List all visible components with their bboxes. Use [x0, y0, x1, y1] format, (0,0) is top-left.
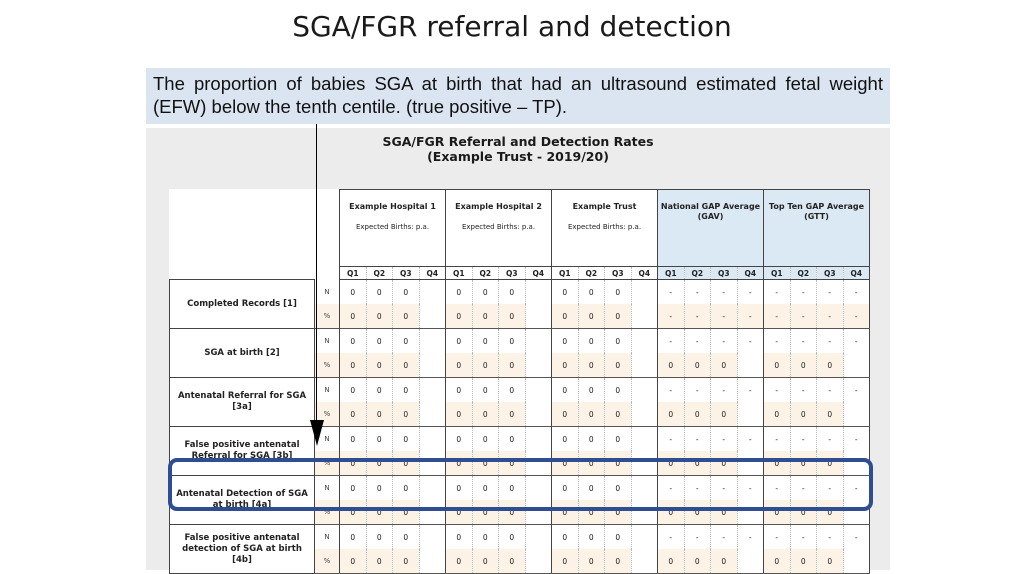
cell-pct: 0 [499, 451, 526, 476]
cell-n: 0 [393, 378, 420, 403]
cell-pct: 0 [578, 549, 605, 574]
cell-n: - [737, 280, 764, 305]
cell-n: - [711, 280, 738, 305]
cell-n: 0 [552, 280, 579, 305]
cell-pct: 0 [578, 353, 605, 378]
cell-pct: 0 [790, 549, 817, 574]
pointer-line [316, 124, 317, 426]
cell-n: - [790, 476, 817, 501]
row-label: False positive antenatal detection of SGA at birth [4b] [170, 525, 315, 574]
cell-n: 0 [393, 427, 420, 452]
cell-n: 0 [340, 280, 367, 305]
cell-pct: 0 [472, 500, 499, 525]
cell-n: - [817, 427, 844, 452]
header-corner [170, 190, 340, 267]
quarter-header: Q1 [764, 267, 791, 280]
cell-n: 0 [552, 525, 579, 550]
cell-pct: 0 [472, 304, 499, 329]
cell-pct: 0 [817, 500, 844, 525]
cell-n: 0 [499, 378, 526, 403]
cell-pct: 0 [340, 402, 367, 427]
cell-n: 0 [446, 378, 473, 403]
cell-n: - [817, 329, 844, 354]
cell-pct: 0 [552, 451, 579, 476]
cell-pct: - [658, 304, 685, 329]
cell-n: 0 [499, 280, 526, 305]
quarter-header: Q1 [340, 267, 367, 280]
cell-n: 0 [393, 525, 420, 550]
quarter-header: Q2 [366, 267, 393, 280]
cell-n: 0 [552, 378, 579, 403]
cell-n: 0 [446, 329, 473, 354]
row-label: Completed Records [1] [170, 280, 315, 329]
cell-pct: 0 [817, 549, 844, 574]
quarter-header: Q3 [817, 267, 844, 280]
cell-pct [737, 353, 764, 378]
cell-pct: 0 [790, 500, 817, 525]
cell-pct: 0 [340, 353, 367, 378]
cell-n: - [764, 378, 791, 403]
cell-n [419, 329, 446, 354]
cell-n [631, 329, 658, 354]
group-header [658, 190, 764, 267]
cell-n: - [684, 280, 711, 305]
quarter-header: Q2 [578, 267, 605, 280]
cell-n: - [658, 329, 685, 354]
cell-pct: 0 [658, 549, 685, 574]
cell-n: 0 [472, 378, 499, 403]
row-pct-marker: % [315, 500, 340, 525]
cell-pct [843, 402, 870, 427]
row-n-marker: N [315, 329, 340, 354]
cell-n: 0 [446, 476, 473, 501]
cell-n [419, 378, 446, 403]
cell-n: 0 [578, 427, 605, 452]
cell-pct: - [764, 304, 791, 329]
rates-table [169, 189, 870, 574]
row-pct-marker: % [315, 304, 340, 329]
cell-n: - [711, 476, 738, 501]
cell-pct: 0 [711, 451, 738, 476]
cell-pct [631, 353, 658, 378]
cell-pct: 0 [605, 451, 632, 476]
cell-n: - [790, 329, 817, 354]
quarter-header: Q3 [499, 267, 526, 280]
cell-pct [737, 402, 764, 427]
cell-pct: 0 [764, 451, 791, 476]
quarter-corner [170, 267, 340, 280]
cell-n: - [790, 378, 817, 403]
group-header [552, 190, 658, 267]
quarter-header: Q4 [419, 267, 446, 280]
cell-pct: 0 [446, 549, 473, 574]
cell-n: 0 [499, 329, 526, 354]
cell-pct: 0 [790, 451, 817, 476]
cell-pct: 0 [658, 451, 685, 476]
group-header [764, 190, 870, 267]
cell-pct: - [737, 304, 764, 329]
cell-n: - [711, 427, 738, 452]
cell-pct: 0 [340, 304, 367, 329]
cell-pct: 0 [658, 500, 685, 525]
cell-n: - [843, 427, 870, 452]
cell-n: - [843, 378, 870, 403]
cell-pct: 0 [366, 304, 393, 329]
cell-n: - [658, 378, 685, 403]
quarter-header: Q1 [658, 267, 685, 280]
quarter-header: Q4 [631, 267, 658, 280]
cell-pct: 0 [578, 500, 605, 525]
cell-n: 0 [605, 525, 632, 550]
cell-n: - [817, 525, 844, 550]
cell-n: 0 [605, 476, 632, 501]
cell-pct: - [711, 304, 738, 329]
cell-pct: 0 [552, 353, 579, 378]
cell-n: 0 [340, 329, 367, 354]
quarter-header: Q1 [552, 267, 579, 280]
cell-n [631, 378, 658, 403]
cell-n: - [764, 329, 791, 354]
cell-pct: 0 [764, 500, 791, 525]
cell-pct: 0 [552, 402, 579, 427]
cell-n [631, 427, 658, 452]
quarter-header: Q2 [684, 267, 711, 280]
cell-pct: 0 [684, 549, 711, 574]
cell-n: - [684, 378, 711, 403]
cell-n: 0 [578, 280, 605, 305]
cell-pct: 0 [552, 549, 579, 574]
cell-n: - [790, 280, 817, 305]
cell-n: - [764, 280, 791, 305]
group-expected-births: Expected Births: p.a. [567, 223, 642, 231]
cell-n: 0 [472, 427, 499, 452]
cell-pct: 0 [711, 402, 738, 427]
row-label: Antenatal Detection of SGA at birth [4a] [170, 476, 315, 525]
cell-n: 0 [552, 329, 579, 354]
cell-pct: 0 [605, 500, 632, 525]
cell-pct: 0 [393, 304, 420, 329]
report-title-line2: (Example Trust - 2019/20) [427, 149, 609, 164]
cell-pct: 0 [393, 451, 420, 476]
cell-pct: 0 [684, 353, 711, 378]
quarter-header: Q1 [446, 267, 473, 280]
cell-pct: 0 [578, 304, 605, 329]
cell-n: 0 [366, 427, 393, 452]
cell-pct [525, 353, 552, 378]
cell-n: 0 [340, 476, 367, 501]
report-title [146, 134, 890, 164]
cell-n [419, 280, 446, 305]
cell-n: - [843, 280, 870, 305]
cell-pct [419, 402, 446, 427]
cell-pct: 0 [446, 500, 473, 525]
cell-n [525, 329, 552, 354]
cell-n: - [711, 525, 738, 550]
cell-n [525, 378, 552, 403]
cell-pct: 0 [446, 402, 473, 427]
cell-pct [525, 304, 552, 329]
down-arrow-icon [310, 420, 324, 446]
row-n-marker: N [315, 427, 340, 452]
cell-pct: 0 [393, 500, 420, 525]
row-label: Antenatal Referral for SGA [3a] [170, 378, 315, 427]
group-header [340, 190, 446, 267]
cell-pct: 0 [658, 353, 685, 378]
cell-n [419, 525, 446, 550]
quarter-header: Q2 [472, 267, 499, 280]
cell-pct: 0 [366, 353, 393, 378]
cell-n: 0 [393, 329, 420, 354]
cell-n: 0 [605, 329, 632, 354]
cell-n: 0 [499, 427, 526, 452]
cell-pct: 0 [366, 500, 393, 525]
cell-n: - [737, 378, 764, 403]
cell-pct: 0 [605, 402, 632, 427]
cell-pct [843, 353, 870, 378]
row-n-marker: N [315, 476, 340, 501]
cell-n [525, 525, 552, 550]
cell-pct: - [817, 304, 844, 329]
cell-n: - [843, 525, 870, 550]
cell-n: 0 [499, 476, 526, 501]
quarter-header: Q3 [711, 267, 738, 280]
row-pct-marker: % [315, 402, 340, 427]
cell-pct: 0 [764, 353, 791, 378]
cell-pct: 0 [605, 304, 632, 329]
cell-n: 0 [340, 378, 367, 403]
cell-pct: 0 [817, 402, 844, 427]
cell-pct: 0 [472, 549, 499, 574]
highlight-box-4a [168, 458, 873, 511]
cell-n: 0 [472, 476, 499, 501]
cell-n: - [764, 427, 791, 452]
row-pct-marker: % [315, 549, 340, 574]
cell-n [419, 427, 446, 452]
cell-n: - [658, 476, 685, 501]
group-header [446, 190, 552, 267]
cell-n: 0 [393, 476, 420, 501]
cell-n: - [764, 525, 791, 550]
cell-n [525, 427, 552, 452]
report-title-line1: SGA/FGR Referral and Detection Rates [382, 134, 654, 149]
cell-n: 0 [472, 280, 499, 305]
cell-n: 0 [446, 427, 473, 452]
row-n-marker: N [315, 525, 340, 550]
cell-n: 0 [366, 378, 393, 403]
row-pct-marker: % [315, 451, 340, 476]
cell-pct: 0 [817, 353, 844, 378]
cell-n: - [817, 280, 844, 305]
cell-pct: 0 [711, 353, 738, 378]
cell-pct [419, 353, 446, 378]
cell-n: 0 [578, 329, 605, 354]
quarter-header: Q2 [790, 267, 817, 280]
cell-n: 0 [366, 476, 393, 501]
cell-pct: 0 [499, 402, 526, 427]
cell-n: 0 [340, 525, 367, 550]
cell-pct: 0 [366, 549, 393, 574]
cell-pct: 0 [446, 353, 473, 378]
cell-n: 0 [472, 525, 499, 550]
cell-pct: 0 [393, 353, 420, 378]
cell-n: 0 [472, 329, 499, 354]
cell-pct: 0 [711, 500, 738, 525]
cell-pct: 0 [684, 451, 711, 476]
cell-pct: 0 [340, 451, 367, 476]
cell-pct: 0 [499, 304, 526, 329]
cell-pct: 0 [499, 500, 526, 525]
cell-pct: 0 [499, 549, 526, 574]
group-name: National GAP Average (GAV) [660, 202, 761, 221]
cell-pct: 0 [817, 451, 844, 476]
cell-n: - [684, 427, 711, 452]
group-name: Top Ten GAP Average (GTT) [768, 202, 865, 221]
quarter-header: Q4 [525, 267, 552, 280]
slide-title: SGA/FGR referral and detection [292, 10, 732, 43]
cell-pct: 0 [393, 549, 420, 574]
cell-pct: - [843, 304, 870, 329]
cell-n [631, 525, 658, 550]
cell-n: - [764, 476, 791, 501]
row-label: False positive antenatal Referral for SGA [3b] [170, 427, 315, 476]
cell-n: 0 [446, 280, 473, 305]
cell-pct: 0 [552, 500, 579, 525]
group-expected-births: Expected Births: p.a. [355, 223, 430, 231]
cell-pct: 0 [366, 451, 393, 476]
cell-pct: 0 [764, 549, 791, 574]
cell-pct: 0 [393, 402, 420, 427]
cell-n: 0 [605, 427, 632, 452]
cell-pct: - [790, 304, 817, 329]
cell-n: - [790, 427, 817, 452]
cell-n: 0 [605, 280, 632, 305]
cell-n: 0 [499, 525, 526, 550]
cell-n: - [684, 525, 711, 550]
cell-n: 0 [340, 427, 367, 452]
group-expected-births: Expected Births: p.a. [461, 223, 536, 231]
row-n-marker: N [315, 378, 340, 403]
group-name: Example Hospital 1 [349, 202, 436, 211]
cell-n: - [658, 280, 685, 305]
cell-n: - [817, 378, 844, 403]
cell-n: 0 [393, 280, 420, 305]
cell-n [525, 280, 552, 305]
cell-pct: 0 [578, 402, 605, 427]
cell-n: 0 [578, 378, 605, 403]
cell-pct: 0 [446, 451, 473, 476]
cell-pct: 0 [340, 549, 367, 574]
cell-n: - [817, 476, 844, 501]
cell-pct: 0 [499, 353, 526, 378]
cell-n: - [658, 525, 685, 550]
cell-n: 0 [552, 476, 579, 501]
cell-n: 0 [366, 280, 393, 305]
cell-n: - [843, 329, 870, 354]
cell-pct: 0 [472, 402, 499, 427]
cell-pct: 0 [340, 500, 367, 525]
cell-n: 0 [552, 427, 579, 452]
group-name: Example Hospital 2 [455, 202, 542, 211]
cell-pct: 0 [472, 353, 499, 378]
cell-n: - [737, 476, 764, 501]
cell-pct: 0 [446, 304, 473, 329]
cell-n: - [711, 378, 738, 403]
cell-n: 0 [366, 525, 393, 550]
cell-n: - [843, 476, 870, 501]
cell-n: - [684, 476, 711, 501]
cell-n: - [737, 525, 764, 550]
cell-n: - [711, 329, 738, 354]
cell-pct: 0 [684, 500, 711, 525]
quarter-header: Q3 [393, 267, 420, 280]
cell-pct: 0 [790, 402, 817, 427]
cell-n: 0 [366, 329, 393, 354]
cell-pct: - [684, 304, 711, 329]
cell-pct: 0 [684, 402, 711, 427]
caption-text: The proportion of babies SGA at birth that had an ultrasound estimated fetal weight (EFW) below the tenth centile. (true positive – TP). [146, 68, 890, 124]
cell-pct: 0 [552, 304, 579, 329]
cell-n: 0 [605, 378, 632, 403]
cell-n: - [684, 329, 711, 354]
cell-pct: 0 [764, 402, 791, 427]
cell-pct [631, 402, 658, 427]
cell-n: - [658, 427, 685, 452]
row-label: SGA at birth [2] [170, 329, 315, 378]
cell-pct: 0 [472, 451, 499, 476]
cell-n [631, 280, 658, 305]
group-name: Example Trust [572, 202, 637, 211]
cell-pct [525, 402, 552, 427]
cell-n: 0 [578, 525, 605, 550]
cell-n: - [737, 329, 764, 354]
cell-n: - [737, 427, 764, 452]
cell-n: 0 [446, 525, 473, 550]
cell-pct: 0 [578, 451, 605, 476]
quarter-header: Q3 [605, 267, 632, 280]
cell-pct: 0 [605, 353, 632, 378]
quarter-header: Q4 [843, 267, 870, 280]
cell-n: 0 [578, 476, 605, 501]
row-pct-marker: % [315, 353, 340, 378]
row-n-marker: N [315, 280, 340, 305]
cell-pct: 0 [790, 353, 817, 378]
cell-pct [419, 304, 446, 329]
cell-pct: 0 [658, 402, 685, 427]
cell-n: - [790, 525, 817, 550]
cell-pct [631, 304, 658, 329]
cell-pct: 0 [366, 402, 393, 427]
quarter-header: Q4 [737, 267, 764, 280]
cell-pct: 0 [605, 549, 632, 574]
cell-pct: 0 [711, 549, 738, 574]
